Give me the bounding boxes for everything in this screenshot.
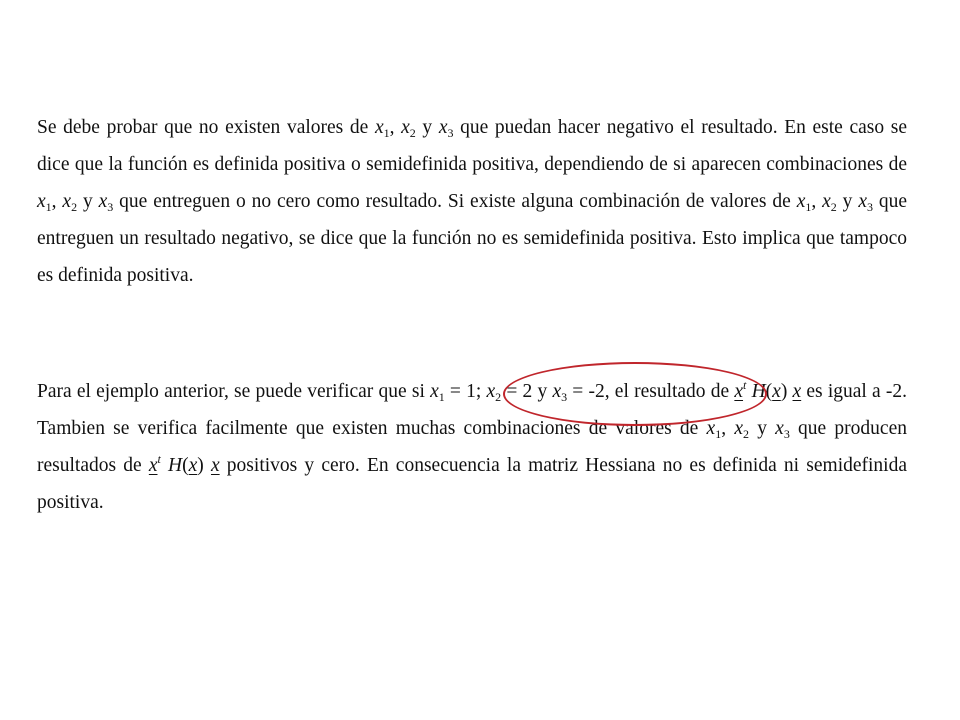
math-x3: $x_3$ [552,381,568,404]
math-x3: $x_3$ [858,191,873,214]
math-x3: $x_3$ [775,418,790,441]
math-quadratic-form: $x^t$ H(x) x [734,378,802,402]
math-x3: $x_3$ [98,191,114,214]
paragraph-definiteness-explanation: Se debe probar que no existen valores de $x_1$, $x_2$ y $x_3$ que puedan hacer negativo el resultado. En este caso se dice que la función es definida positiva o semidefinida positiva, dependiendo de si aparecen combinaciones de $x_1$, $x_2$ y $x_3$ que entreguen o no cero como resultado. Si existe alguna combinación de valores de $x_1$, $x_2$ y $x_3$ que entreguen un resultado negativo, se dice que la función no es semidefinida positiva. Esto implica que tampoco es definida positiva. [37,117,908,286]
math-x2: $x_2$ [486,381,502,404]
math-x1-x2: $x_1$, $x_2$ [374,117,416,140]
math-x1: $x_1$ [430,381,445,404]
math-quadratic-form: $x^t$ H(x) x [148,452,220,476]
math-x1-x2: $x_1$, $x_2$ [796,191,837,214]
math-x1-x2: $x_1$, $x_2$ [37,191,78,214]
math-x1-x2: $x_1$, $x_2$ [706,418,749,441]
paragraph-example: Para el ejemplo anterior, se puede verificar que si $x_1 = 1$; $x_2 = 2$ y $x_3 = -2$, el resultado de $x^t$ H(x) x es igual a -2. Tambien se verifica facilmente que existen muchas combinaciones de valores de $x_1$, $x_2$ y $x_3$ que producen resultados de $x^t$ H(x) x positivos y cero. En consecuencia la matriz Hessiana no es definida ni semidefinida positiva. [37,378,908,513]
math-x3: $x_3$ [438,117,454,140]
